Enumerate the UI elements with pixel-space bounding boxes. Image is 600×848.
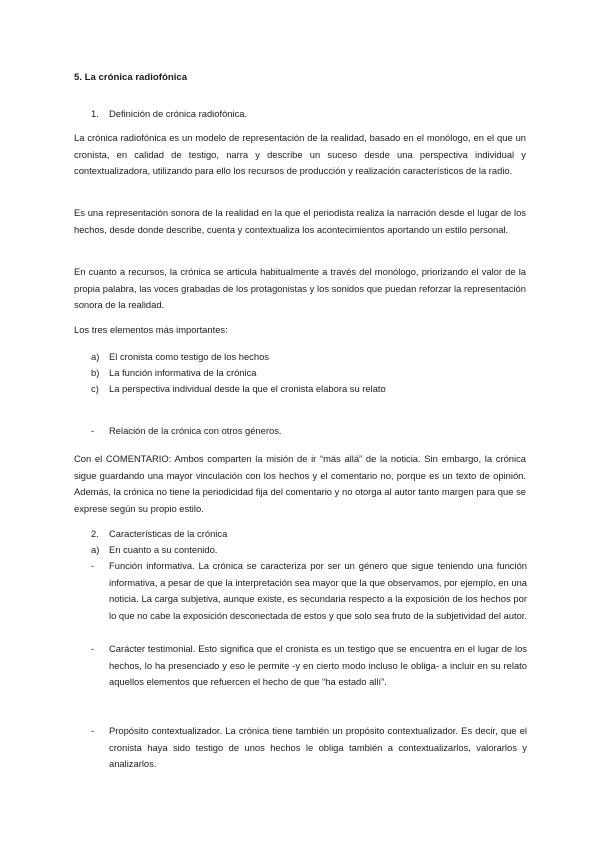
list-marker: 1.	[91, 108, 99, 119]
list-item-text: Relación de la crónica con otros géneros.	[109, 425, 282, 436]
paragraph-recursos: En cuanto a recursos, la crónica se articula habitualmente a través del monólogo, priorizando el valor de la propia palabra, las voces grabadas de los protagonistas y los sonidos que puedan reforzar la representación sonora de la realidad.	[74, 266, 526, 311]
bullet-text: Carácter testimonial. Esto significa que el cronista es un testigo que se encuentra en el lugar de los hechos, lo ha presenciado y eso le permite -y en cierto modo incluso le obliga- a incluir en su relato aquellos elementos que refuercen el hecho de que “ha estado allí”.	[109, 643, 527, 688]
list-item-text: La perspectiva individual desde la que el cronista elabora su relato	[109, 383, 386, 394]
paragraph-representacion: Es una representación sonora de la realidad en la que el periodista realiza la narración desde el lugar de los hechos, desde donde describe, cuenta y contextualiza los acontecimientos aportando un estilo personal.	[74, 207, 526, 235]
list-item-text: En cuanto a su contenido.	[109, 544, 218, 555]
dash-marker: -	[91, 643, 95, 654]
list-marker: c)	[91, 383, 99, 394]
paragraph-comentario: Con el COMENTARIO: Ambos comparten la misión de ir “más allá” de la noticia. Sin embargo, la crónica sigue guardando una mayor vinculación con los hechos y el comentario no, porque es un texto de opinión. Además, la crónica no tiene la periodicidad fija del comentario y no otorga al autor tanto margen para que se exprese según su propio estilo.	[74, 453, 526, 514]
dash-marker: -	[91, 560, 95, 571]
list-item-text: La función informativa de la crónica	[109, 367, 257, 378]
dash-marker: -	[91, 425, 95, 436]
list-marker: 2.	[91, 528, 99, 539]
list-marker: a)	[91, 544, 100, 555]
bullet-text: Función informativa. La crónica se caracteriza por ser un género que sigue teniendo una función informativa, a pesar de que la interpretación sea mayor que la que observamos, por ejemplo, en una noticia. La carga subjetiva, aunque existe, es secundaria respecto a la exposición de los hechos por lo que no cabe la exposición desconectada de estos y que solo sea fruto de la subjetividad del autor.	[109, 560, 527, 621]
list-item-text: Características de la crónica	[109, 528, 228, 539]
list-marker: b)	[91, 367, 100, 378]
bullet-text: Propósito contextualizador. La crónica tiene también un propósito contextualizador. Es decir, que el cronista haya sido testigo de unos hechos le obliga también a contextualizarlos, valorarlos y analizarlos.	[109, 725, 527, 770]
list-marker: a)	[91, 351, 100, 362]
list-item-text: Definición de crónica radiofónica.	[109, 108, 248, 119]
dash-marker: -	[91, 725, 95, 736]
paragraph-definicion: La crónica radiofónica es un modelo de representación de la realidad, basado en el monólogo, en el que un cronista, en calidad de testigo, narra y describe un suceso desde una perspectiva individual y contextualizadora, utilizando para ello los recursos de producción y realización característicos de la radio.	[74, 132, 526, 177]
paragraph-elementos-intro: Los tres elementos más importantes:	[74, 324, 228, 335]
section-title: 5. La crónica radiofónica	[74, 72, 188, 83]
list-item-text: El cronista como testigo de los hechos	[109, 351, 269, 362]
